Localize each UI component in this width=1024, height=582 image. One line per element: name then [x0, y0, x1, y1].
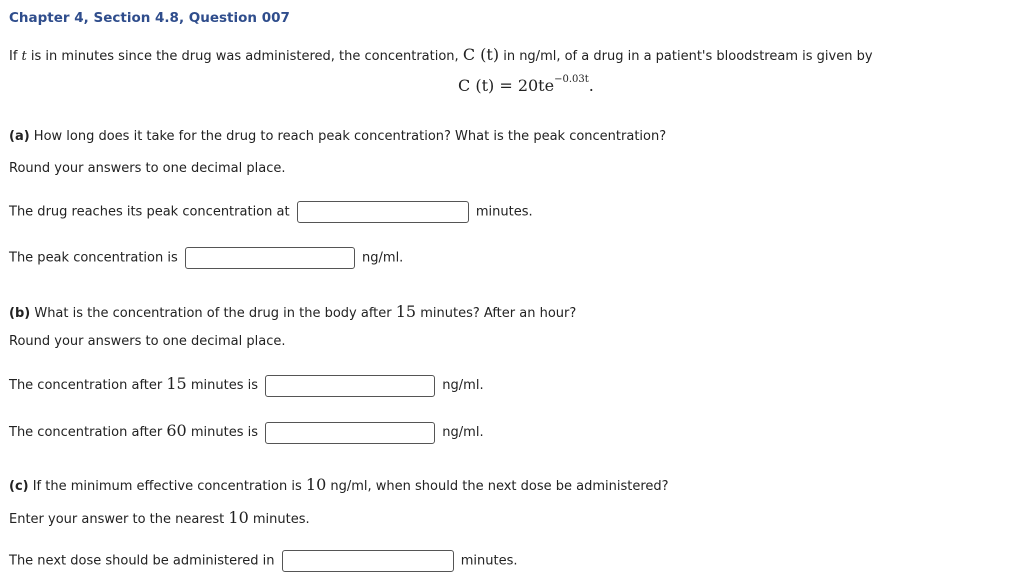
part-b-round-instruction: Round your answers to one decimal place.	[9, 334, 286, 349]
concentration-15-input[interactable]	[265, 375, 435, 397]
part-a-answer-1-row: The drug reaches its peak concentration at minutes.	[9, 201, 533, 223]
part-c-answer-row: The next dose should be administered in minutes.	[9, 550, 518, 572]
next-dose-input[interactable]	[282, 550, 454, 572]
part-c-question: (c) If the minimum effective concentration is 10 ng/ml, when should the next dose be administered?	[9, 475, 669, 494]
part-a-answer-2-row: The peak concentration is ng/ml.	[9, 247, 403, 269]
part-a-question: (a) How long does it take for the drug to reach peak concentration? What is the peak concentration?	[9, 129, 667, 144]
concentration-formula: C $(t) = 20te^{-0.03t}$.	[458, 73, 594, 95]
part-a-round-instruction: Round your answers to one decimal place.	[9, 161, 286, 176]
part-b-question: (b) What is the concentration of the drug in the body after 15 minutes? After an hour?	[9, 302, 577, 321]
intro-text: If t is in minutes since the drug was administered, the concentration, C (t) in ng/ml, of a drug in a patient's bloodstream is given by	[9, 45, 873, 64]
part-b-answer-1-row: The concentration after 15 minutes is ng/ml.	[9, 374, 484, 397]
function-c: C (t)	[462, 45, 500, 64]
peak-concentration-input[interactable]	[185, 247, 355, 269]
peak-time-input[interactable]	[297, 201, 469, 223]
question-title: Chapter 4, Section 4.8, Question 007	[9, 10, 290, 26]
part-c-round-instruction: Enter your answer to the nearest 10 minutes.	[9, 508, 310, 527]
part-b-answer-2-row: The concentration after 60 minutes is ng/ml.	[9, 421, 484, 444]
formula-exponent: −0.03t	[554, 73, 589, 85]
variable-t: t	[21, 49, 27, 64]
concentration-60-input[interactable]	[265, 422, 435, 444]
